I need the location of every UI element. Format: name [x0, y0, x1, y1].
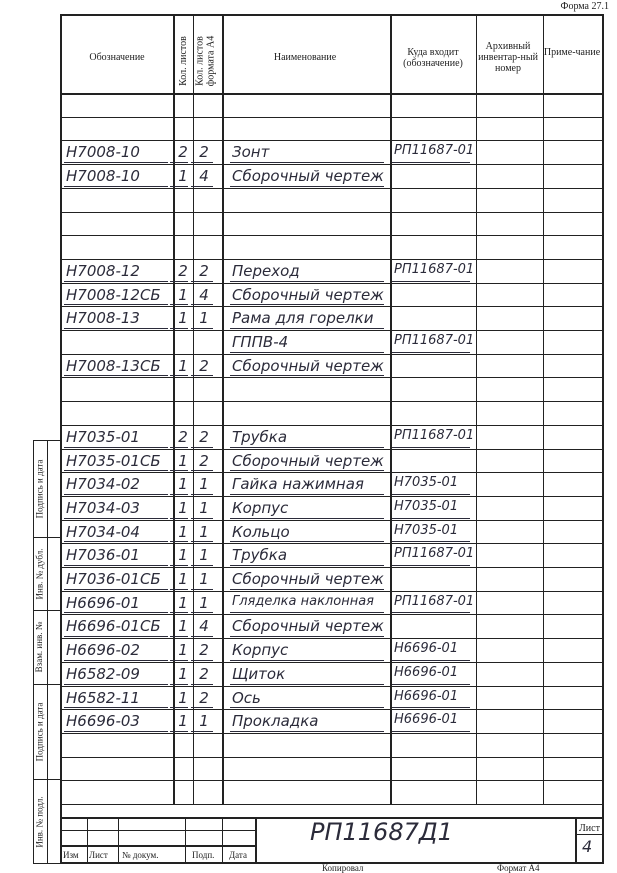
grid-hline — [60, 425, 604, 426]
handwriting-underline — [191, 707, 213, 708]
sheets-count-cell: 2 — [178, 143, 188, 162]
used-in-cell: РП11687-01 — [394, 143, 475, 159]
name-cell: ГППВ-4 — [232, 333, 289, 351]
side-label: Инв. № дубл. — [34, 548, 44, 599]
col-doc-no: № докум. — [122, 850, 159, 860]
used-in-cell: Н6696-01 — [394, 688, 459, 704]
handwriting-underline — [230, 636, 384, 637]
header-archive-no: Архивный инвентар-ный номер — [478, 41, 538, 74]
grid-hline — [60, 830, 255, 831]
handwriting-underline — [392, 162, 470, 163]
grid-hline — [60, 845, 255, 847]
designation-cell: Н7008-12СБ — [66, 285, 161, 304]
handwriting-underline — [170, 612, 188, 613]
used-in-cell: Н6696-01 — [394, 641, 459, 657]
handwriting-underline — [64, 162, 168, 163]
name-cell: Трубка — [232, 427, 288, 446]
grid-hline — [60, 212, 604, 213]
sheets-a4-cell: 1 — [199, 593, 209, 612]
handwriting-underline — [64, 565, 168, 566]
handwriting-underline — [170, 707, 188, 708]
sheets-a4-cell: 1 — [199, 546, 209, 565]
handwriting-underline — [392, 518, 470, 519]
name-cell: Зонт — [232, 143, 270, 162]
name-cell: Корпус — [232, 498, 289, 517]
sheets-count-cell: 1 — [178, 475, 188, 494]
handwriting-underline — [64, 186, 168, 187]
handwriting-underline — [392, 565, 470, 566]
sheets-a4-cell: 2 — [199, 688, 209, 707]
handwriting-underline — [230, 612, 384, 613]
handwriting-underline — [392, 447, 470, 448]
col-date: Дата — [229, 850, 247, 860]
sheets-a4-cell: 1 — [199, 475, 209, 494]
handwriting-underline — [191, 162, 213, 163]
sheets-count-cell: 1 — [178, 664, 188, 683]
grid-hline — [60, 733, 604, 734]
col-sheet: Лист — [89, 850, 108, 860]
designation-cell: Н7034-04 — [66, 522, 140, 541]
side-label: Подпись и дата — [34, 702, 44, 761]
handwriting-underline — [64, 375, 168, 376]
handwriting-underline — [392, 731, 470, 732]
designation-cell: Н7008-10 — [66, 143, 140, 162]
sheets-a4-cell: 4 — [199, 167, 209, 186]
grid-hline — [60, 401, 604, 402]
handwriting-underline — [170, 281, 188, 282]
handwriting-underline — [230, 565, 384, 566]
handwriting-underline — [170, 565, 188, 566]
name-cell: Сборочный чертеж — [232, 167, 384, 186]
handwriting-underline — [191, 541, 213, 542]
grid-hline — [60, 543, 604, 544]
designation-cell: Н7036-01СБ — [66, 570, 161, 588]
sheets-a4-cell: 1 — [199, 498, 209, 517]
handwriting-underline — [230, 518, 384, 519]
handwriting-underline — [170, 494, 188, 495]
used-in-cell: РП11687-01 — [394, 333, 475, 348]
handwriting-underline — [191, 328, 213, 329]
name-cell: Сборочный чертеж — [232, 451, 384, 470]
handwriting-underline — [191, 304, 213, 305]
name-cell: Сборочный чертеж — [232, 285, 384, 304]
handwriting-underline — [230, 447, 384, 448]
handwriting-underline — [170, 731, 188, 732]
sheets-a4-cell: 2 — [199, 427, 209, 446]
designation-cell: Н7034-02 — [66, 475, 140, 494]
used-in-cell: Н6696-01 — [394, 712, 459, 728]
handwriting-underline — [191, 731, 213, 732]
handwriting-underline — [230, 186, 384, 187]
sheets-a4-cell: 1 — [199, 309, 209, 328]
header-name: Наименование — [273, 52, 337, 63]
grid-hline — [60, 283, 604, 284]
sheet-number: 4 — [582, 837, 593, 856]
sheets-a4-cell: 4 — [199, 285, 209, 304]
sheets-a4-cell: 1 — [199, 522, 209, 541]
sheets-a4-cell: 2 — [199, 451, 209, 470]
designation-cell: Н7008-13СБ — [66, 356, 161, 375]
handwriting-underline — [64, 589, 168, 590]
sheets-count-cell: 1 — [178, 522, 188, 541]
handwriting-underline — [64, 470, 168, 471]
grid-hline — [60, 472, 604, 473]
form-label: Форма 27.1 — [560, 1, 609, 12]
sheets-count-cell: 1 — [178, 688, 188, 707]
designation-cell: Н6696-02 — [66, 641, 140, 660]
handwriting-underline — [64, 684, 168, 685]
name-cell: Рама для горелки — [232, 309, 374, 328]
grid-hline — [60, 259, 604, 260]
designation-cell: Н7036-01 — [66, 546, 140, 565]
handwriting-underline — [230, 541, 384, 542]
handwriting-underline — [170, 304, 188, 305]
handwriting-underline — [191, 612, 213, 613]
handwriting-underline — [170, 636, 188, 637]
handwriting-underline — [64, 731, 168, 732]
designation-cell: Н7008-13 — [66, 309, 140, 328]
sheets-count-cell: 1 — [178, 712, 188, 731]
handwriting-underline — [392, 541, 470, 542]
sheets-count-cell: 1 — [178, 451, 188, 470]
grid-hline — [60, 780, 604, 781]
handwriting-underline — [170, 470, 188, 471]
sheets-a4-cell: 2 — [199, 664, 209, 683]
name-cell: Сборочный чертеж — [232, 617, 384, 636]
name-cell: Ось — [232, 688, 261, 707]
handwriting-underline — [392, 281, 470, 282]
handwriting-underline — [230, 684, 384, 685]
handwriting-underline — [191, 684, 213, 685]
handwriting-underline — [191, 281, 213, 282]
handwriting-underline — [191, 518, 213, 519]
grid-vline — [575, 817, 577, 864]
designation-cell: Н7035-01 — [66, 427, 140, 446]
sheet-label: Лист — [579, 823, 600, 834]
grid-hline — [60, 591, 604, 592]
used-in-cell: РП11687-01 — [394, 593, 475, 609]
format-label: Формат А4 — [497, 863, 540, 873]
handwriting-underline — [170, 660, 188, 661]
grid-vline — [87, 817, 88, 864]
sheets-a4-cell: 4 — [199, 617, 209, 636]
handwriting-underline — [191, 660, 213, 661]
grid-hline — [60, 117, 604, 118]
grid-hline — [60, 614, 604, 615]
handwriting-underline — [230, 731, 384, 732]
side-label: Инв. № подл. — [34, 795, 44, 848]
used-in-cell: РП11687-01 — [394, 261, 475, 277]
designation-cell: Н7008-10 — [66, 167, 140, 186]
sheets-count-cell: 1 — [178, 546, 188, 565]
handwriting-underline — [191, 589, 213, 590]
handwriting-underline — [64, 707, 168, 708]
designation-cell: Н6696-03 — [66, 712, 140, 731]
side-label: Подпись и дата — [34, 459, 44, 518]
grid-hline — [60, 188, 604, 189]
handwriting-underline — [170, 375, 188, 376]
handwriting-underline — [230, 494, 384, 495]
handwriting-underline — [170, 589, 188, 590]
used-in-cell: Н7035-01 — [394, 498, 459, 514]
handwriting-underline — [392, 660, 470, 661]
handwriting-underline — [64, 660, 168, 661]
sheets-count-cell: 1 — [178, 309, 188, 328]
handwriting-underline — [230, 660, 384, 661]
grid-vline — [185, 817, 186, 864]
document-code: РП11687Д1 — [310, 818, 453, 846]
grid-hline — [575, 834, 604, 835]
grid-hline — [60, 757, 604, 758]
handwriting-underline — [191, 470, 213, 471]
header-sheets-count: Кол. листов — [178, 36, 189, 86]
grid-hline — [60, 235, 604, 236]
sheets-count-cell: 1 — [178, 356, 188, 375]
handwriting-underline — [170, 447, 188, 448]
handwriting-underline — [191, 186, 213, 187]
designation-cell: Н6582-09 — [66, 664, 140, 683]
designation-cell: Н6582-11 — [66, 688, 140, 707]
header-sheets-a4: Кол. листов формата А4 — [194, 35, 217, 87]
sheets-a4-cell: 2 — [199, 143, 209, 162]
handwriting-underline — [170, 518, 188, 519]
handwriting-underline — [170, 684, 188, 685]
sheets-count-cell: 2 — [178, 261, 188, 280]
header-notes: Приме-чание — [543, 47, 601, 58]
name-cell: Трубка — [232, 546, 288, 565]
sheets-count-cell: 1 — [178, 570, 188, 588]
handwriting-underline — [230, 162, 384, 163]
grid-hline — [60, 449, 604, 450]
col-change: Изм — [63, 850, 79, 860]
grid-hline — [60, 140, 604, 141]
grid-hline — [60, 93, 604, 95]
grid-hline — [60, 330, 604, 331]
name-cell: Гляделка наклонная — [232, 593, 374, 609]
grid-hline — [60, 496, 604, 497]
col-sign: Подп. — [192, 850, 215, 860]
grid-hline — [60, 804, 604, 805]
handwriting-underline — [392, 707, 470, 708]
handwriting-underline — [230, 352, 384, 353]
header-used-in: Куда входит (обозначение) — [403, 47, 463, 69]
grid-hline — [60, 164, 604, 165]
sheets-count-cell: 1 — [178, 641, 188, 660]
handwriting-underline — [64, 612, 168, 613]
side-label: Взам. инв. № — [34, 621, 44, 673]
grid-hline — [60, 567, 604, 568]
handwriting-underline — [170, 162, 188, 163]
sheets-a4-cell: 2 — [199, 261, 209, 280]
page-frame — [60, 14, 604, 864]
handwriting-underline — [64, 494, 168, 495]
used-in-cell: Н7035-01 — [394, 475, 459, 491]
handwriting-underline — [64, 518, 168, 519]
handwriting-underline — [191, 636, 213, 637]
used-in-cell: РП11687-01 — [394, 427, 475, 443]
handwriting-underline — [230, 470, 384, 471]
used-in-cell: Н7035-01 — [394, 522, 459, 538]
designation-cell: Н7008-12 — [66, 261, 140, 280]
name-cell: Переход — [232, 261, 300, 280]
handwriting-underline — [392, 494, 470, 495]
handwriting-underline — [230, 589, 384, 590]
handwriting-underline — [191, 565, 213, 566]
side-midline — [47, 440, 48, 864]
sheets-count-cell: 1 — [178, 617, 188, 636]
grid-hline — [60, 520, 604, 521]
grid-hline — [60, 354, 604, 355]
name-cell: Гайка нажимная — [232, 475, 364, 494]
handwriting-underline — [230, 375, 384, 376]
handwriting-underline — [64, 636, 168, 637]
sheets-a4-cell: 2 — [199, 356, 209, 375]
grid-vline — [118, 817, 119, 864]
grid-hline — [60, 638, 604, 639]
grid-vline — [255, 817, 257, 864]
handwriting-underline — [392, 684, 470, 685]
grid-hline — [60, 662, 604, 663]
sheets-count-cell: 1 — [178, 498, 188, 517]
designation-cell: Н6696-01СБ — [66, 617, 161, 636]
handwriting-underline — [392, 612, 470, 613]
designation-cell: Н7034-03 — [66, 498, 140, 517]
sheets-a4-cell: 1 — [199, 570, 209, 588]
copied-label: Копировал — [322, 863, 364, 873]
name-cell: Сборочный чертеж — [232, 570, 384, 588]
handwriting-underline — [191, 494, 213, 495]
handwriting-underline — [230, 281, 384, 282]
designation-cell: Н7035-01СБ — [66, 451, 161, 470]
grid-hline — [60, 709, 604, 710]
handwriting-underline — [392, 352, 470, 353]
handwriting-underline — [230, 707, 384, 708]
name-cell: Кольцо — [232, 522, 290, 541]
handwriting-underline — [191, 447, 213, 448]
handwriting-underline — [64, 281, 168, 282]
grid-hline — [60, 306, 604, 307]
handwriting-underline — [64, 304, 168, 305]
used-in-cell: РП11687-01 — [394, 546, 475, 562]
handwriting-underline — [191, 375, 213, 376]
handwriting-underline — [170, 328, 188, 329]
handwriting-underline — [230, 328, 384, 329]
sheets-count-cell: 1 — [178, 593, 188, 612]
grid-vline — [222, 817, 223, 864]
handwriting-underline — [170, 186, 188, 187]
name-cell: Прокладка — [232, 712, 319, 731]
sheets-count-cell: 1 — [178, 167, 188, 186]
sheets-count-cell: 1 — [178, 285, 188, 304]
sheets-a4-cell: 2 — [199, 641, 209, 660]
header-designation: Обозначение — [89, 52, 145, 63]
handwriting-underline — [64, 447, 168, 448]
name-cell: Корпус — [232, 641, 289, 660]
designation-cell: Н6696-01 — [66, 593, 140, 612]
name-cell: Сборочный чертеж — [232, 356, 384, 375]
handwriting-underline — [230, 304, 384, 305]
handwriting-underline — [64, 541, 168, 542]
handwriting-underline — [170, 541, 188, 542]
grid-hline — [60, 686, 604, 687]
handwriting-underline — [64, 328, 168, 329]
sheets-count-cell: 2 — [178, 427, 188, 446]
used-in-cell: Н6696-01 — [394, 664, 459, 680]
sheets-a4-cell: 1 — [199, 712, 209, 731]
name-cell: Щиток — [232, 664, 286, 683]
grid-hline — [60, 377, 604, 378]
